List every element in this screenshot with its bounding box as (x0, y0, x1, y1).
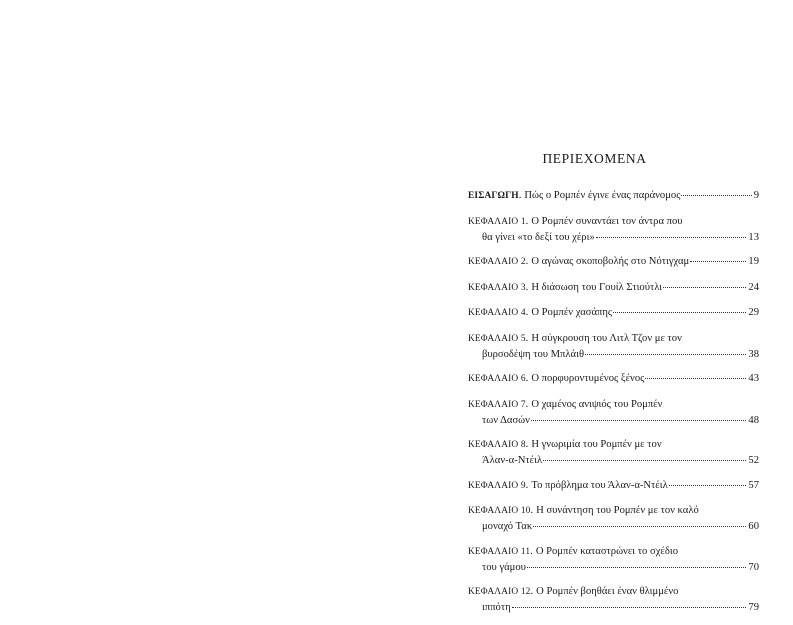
toc-entry (468, 544, 759, 575)
dot-leader (681, 194, 751, 196)
chapter-title: του γάμου (482, 561, 526, 573)
toc-entry-line (468, 331, 759, 347)
toc-entry-line (468, 280, 759, 296)
page-number: 24 (748, 281, 759, 293)
chapter-label-separator: . (525, 281, 529, 293)
page-number: 52 (748, 455, 759, 466)
page-number: 29 (748, 307, 759, 318)
chapter-label: ΚΕΦΑΛΑΙΟ 8 (468, 440, 526, 450)
chapter-label-separator: . (525, 215, 529, 227)
toc-entry-continuation (468, 519, 759, 534)
chapter-title: ιππότη (482, 602, 511, 613)
chapter-label-separator: . (525, 256, 529, 267)
toc-entry (468, 280, 759, 296)
toc-entry-continuation (468, 230, 759, 245)
toc-entry (468, 305, 759, 321)
dot-leader (527, 566, 747, 568)
chapter-title: βυρσοδέψη του Μπλάιθ (482, 348, 585, 360)
toc-entry-line (468, 214, 759, 230)
chapter-label-separator: . (525, 307, 529, 318)
toc-entry (468, 331, 759, 362)
dot-leader (512, 606, 747, 608)
toc-entry-continuation (468, 560, 759, 575)
chapter-label: ΕΙΣΑΓΩΓΗ (468, 191, 519, 201)
toc-entry-line (468, 437, 759, 453)
chapter-title: Το πρόβλημα του Άλαν-α-Ντέιλ (531, 479, 668, 491)
chapter-title: Ο Ρομπέν συναντάει τον άντρα που (531, 215, 683, 227)
toc-entry (468, 503, 759, 534)
toc-entry-line (468, 544, 759, 560)
dot-leader (585, 353, 746, 355)
chapter-label: ΚΕΦΑΛΑΙΟ 1 (468, 216, 526, 227)
toc-entry-line (468, 503, 759, 519)
toc-entry-line (468, 397, 759, 413)
toc-entry-continuation (468, 600, 759, 615)
page-number: 43 (748, 373, 759, 384)
chapter-label-separator: . (530, 505, 534, 516)
toc-entry-continuation (468, 453, 759, 468)
chapter-label-separator: . (525, 373, 529, 384)
chapter-label: ΚΕΦΑΛΑΙΟ 11 (468, 546, 531, 557)
chapter-label-separator: . (530, 545, 533, 557)
page-number: 48 (748, 414, 759, 426)
toc-entry (468, 188, 759, 204)
toc-entry-line (468, 478, 759, 494)
chapter-title: Ο αγώνας σκοποβολής στο Νότιγχαμ (531, 256, 690, 267)
chapter-title: μοναχό Τακ (482, 521, 533, 532)
page-number: 19 (748, 256, 759, 267)
chapter-label: ΚΕΦΑΛΑΙΟ 5 (468, 333, 526, 344)
chapter-label: ΚΕΦΑΛΑΙΟ 3 (468, 282, 526, 293)
toc-entry (468, 214, 759, 245)
chapter-label: ΚΕΦΑΛΑΙΟ 10 (468, 506, 531, 516)
chapter-label: ΚΕΦΑΛΑΙΟ 9 (468, 480, 526, 491)
dot-leader (543, 459, 746, 461)
chapter-label: ΚΕΦΑΛΑΙΟ 6 (468, 374, 526, 384)
chapter-label-separator: . (525, 332, 529, 344)
dot-leader (533, 525, 746, 527)
page-number: 9 (753, 190, 759, 201)
chapter-title: Η σύγκρουση του Λιτλ Τζον με τον (531, 332, 682, 344)
chapter-title: θα γίνει «το δεξί του χέρι» (482, 231, 595, 243)
table-of-contents (468, 188, 759, 625)
chapter-title: των Δασών (482, 414, 530, 426)
toc-entry-line (468, 188, 759, 204)
dot-leader (690, 260, 746, 262)
page-number: 60 (748, 521, 759, 532)
contents-page (396, 0, 793, 613)
page-title: ΠΕΡΙΕΧΟΜΕΝΑ (542, 151, 647, 166)
chapter-label: ΚΕΦΑΛΑΙΟ 7 (468, 399, 526, 410)
chapter-label-separator: . (525, 398, 529, 410)
page-number: 57 (748, 479, 759, 491)
toc-entry (468, 478, 759, 494)
chapter-title: Η συνάντηση του Ρομπέν με τον καλό (536, 505, 699, 516)
chapter-label: ΚΕΦΑΛΑΙΟ 2 (468, 257, 526, 267)
toc-entry-line (468, 584, 759, 600)
chapter-label-separator: . (525, 439, 529, 450)
chapter-label-separator: . (518, 190, 522, 201)
dot-leader (645, 377, 746, 379)
toc-entry (468, 437, 759, 468)
chapter-label-separator: . (530, 586, 534, 597)
toc-entry (468, 371, 759, 387)
toc-entry-line (468, 254, 759, 270)
toc-entry-continuation (468, 347, 759, 362)
chapter-title: Η γνωριμία του Ρομπέν με τον (531, 439, 662, 450)
toc-entry (468, 584, 759, 615)
dot-leader (663, 286, 746, 288)
dot-leader (669, 484, 747, 486)
chapter-title: Ο Ρομπέν βοηθάει έναν θλιμμένο (536, 586, 679, 597)
page-number: 38 (748, 348, 759, 360)
page-number: 13 (748, 231, 759, 243)
chapter-label-separator: . (525, 479, 529, 491)
chapter-title: Ο πορφυροντυμένος ξένος (531, 373, 645, 384)
toc-entry-line (468, 371, 759, 387)
toc-entry (468, 397, 759, 428)
chapter-title: Ο Ρομπέν χασάπης (531, 307, 613, 318)
chapter-label: ΚΕΦΑΛΑΙΟ 12 (468, 587, 531, 597)
chapter-title: Ο Ρομπέν καταστρώνει το σχέδιο (535, 545, 678, 557)
toc-entry-continuation (468, 413, 759, 428)
dot-leader (613, 311, 746, 313)
chapter-label: ΚΕΦΑΛΑΙΟ 4 (468, 308, 526, 318)
chapter-title: Ο χαμένος ανιψιός του Ρομπέν (531, 398, 663, 410)
chapter-title: Η διάσωση του Γουίλ Στιούτλι (531, 281, 663, 293)
blank-left-page (0, 0, 396, 595)
toc-entry-line (468, 305, 759, 321)
toc-entry (468, 254, 759, 270)
dot-leader (531, 419, 746, 421)
page-number: 79 (748, 602, 759, 613)
chapter-title: Πώς ο Ρομπέν έγινε ένας παράνομος (524, 190, 681, 201)
chapter-title: Άλαν-α-Ντέιλ (482, 455, 543, 466)
dot-leader (596, 236, 747, 238)
page-number: 70 (748, 561, 759, 573)
